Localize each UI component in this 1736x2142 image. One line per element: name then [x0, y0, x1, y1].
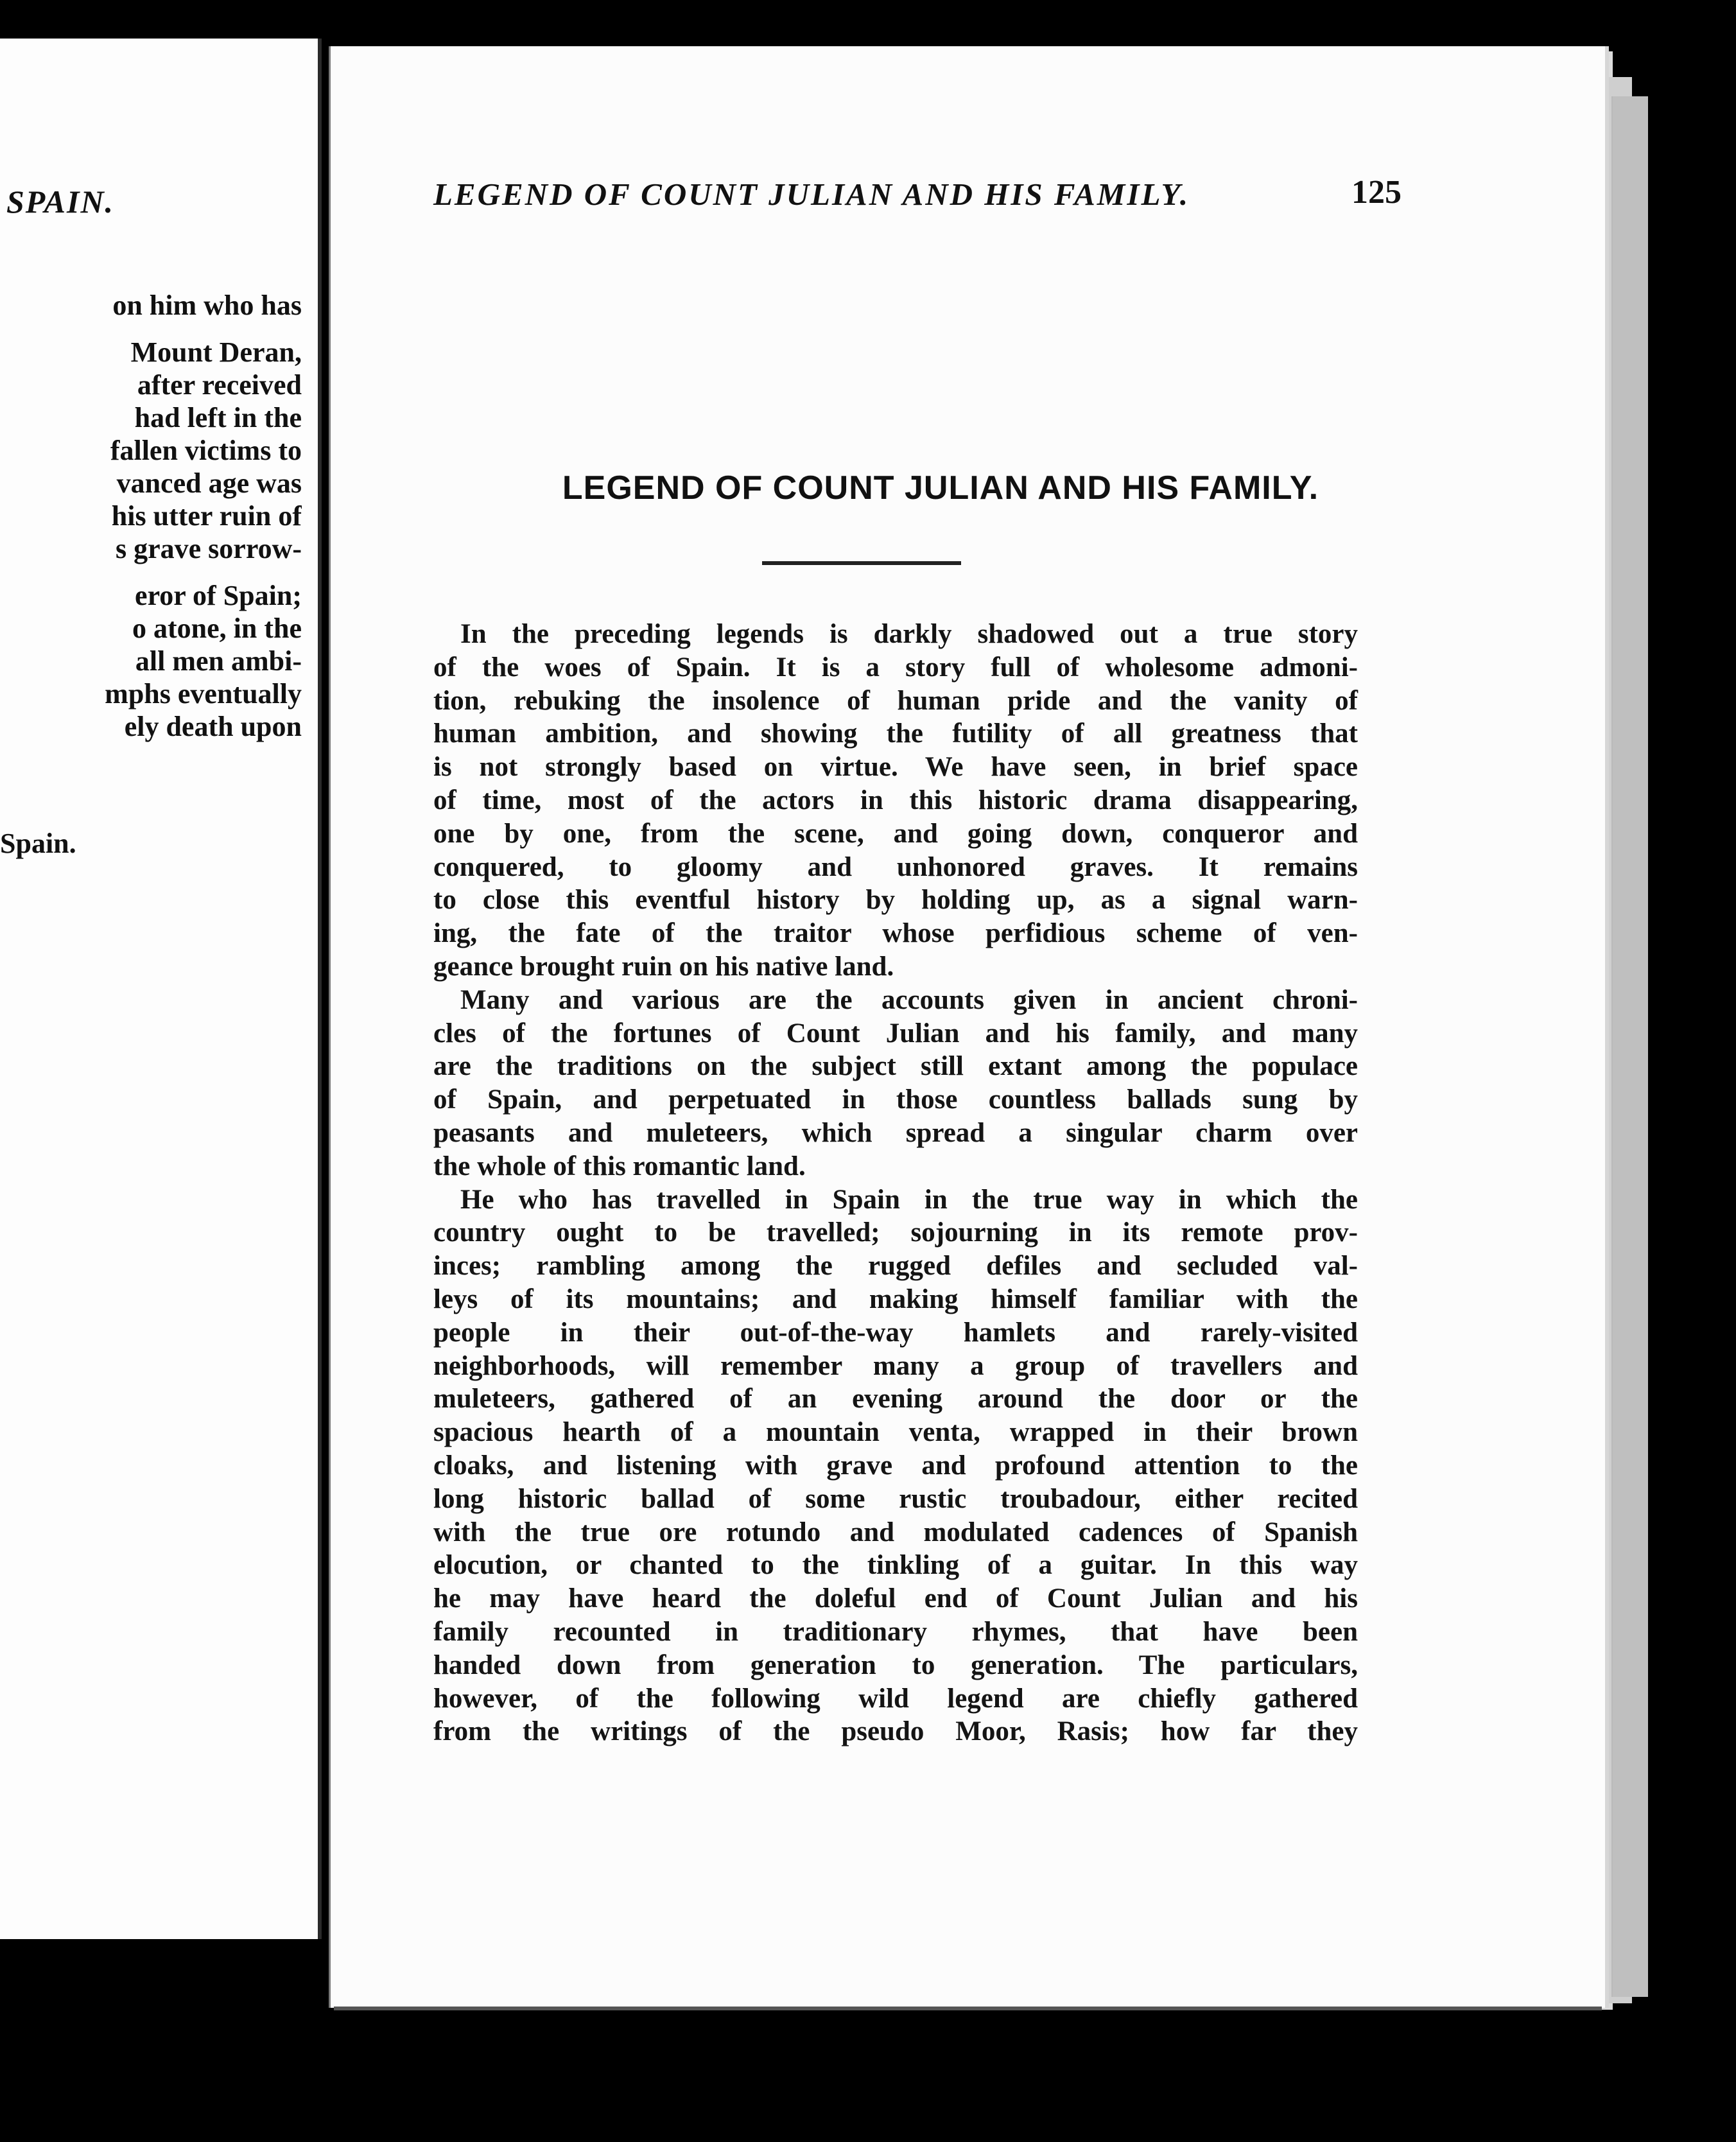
text-line: human ambition, and showing the futility of all greatness that	[433, 718, 1358, 749]
text-line: elocution, or chanted to the tinkling of a guitar. In this way	[433, 1550, 1358, 1581]
left-section-title: Spain.	[0, 828, 76, 859]
text-line: long historic ballad of some rustic troubadour, either recited	[433, 1483, 1358, 1514]
body-text	[433, 618, 1358, 1748]
text-line: to close this eventful history by holding up, as a signal warn-	[433, 885, 1358, 916]
left-running-header: SPAIN.	[6, 184, 115, 220]
text-line: of Spain, and perpetuated in those countless ballads sung by	[433, 1084, 1358, 1115]
text-line: of time, most of the actors in this historic drama disappearing,	[433, 785, 1358, 815]
left-text-line: s grave sorrow-	[116, 533, 302, 564]
text-line: spacious hearth of a mountain venta, wrapped in their brown	[433, 1417, 1358, 1448]
text-line: one by one, from the scene, and going down, conqueror and	[433, 818, 1358, 849]
left-page-text	[0, 289, 302, 743]
text-line: of the woes of Spain. It is a story full of wholesome admoni-	[433, 652, 1358, 683]
text-line: In the preceding legends is darkly shadowed out a true story	[460, 619, 1358, 649]
left-text-line: had left in the	[134, 402, 302, 433]
text-line: cles of the fortunes of Count Julian and his family, and many	[433, 1018, 1358, 1049]
text-line: are the traditions on the subject still extant among the populace	[433, 1051, 1358, 1082]
text-line: the whole of this romantic land.	[433, 1151, 806, 1181]
left-text-line: after received	[137, 369, 302, 401]
left-text-line: on him who has	[112, 290, 302, 321]
text-line: geance brought ruin on his native land.	[433, 951, 894, 982]
text-line: from the writings of the pseudo Moor, Rasis; how far they	[433, 1716, 1358, 1747]
running-header	[433, 176, 1605, 214]
text-line: peasants and muleteers, which spread a singular charm over	[433, 1117, 1358, 1148]
page-bottom-edge	[334, 2007, 1602, 2010]
text-line: tion, rebuking the insolence of human pride and the vanity of	[433, 685, 1358, 716]
text-line: family recounted in traditionary rhymes, that have been	[433, 1616, 1358, 1647]
left-facing-page	[0, 39, 322, 1939]
running-header-title: LEGEND OF COUNT JULIAN AND HIS FAMILY.	[433, 177, 1190, 212]
text-line: handed down from generation to generation. The particulars,	[433, 1650, 1358, 1680]
text-line: He who has travelled in Spain in the true way in which the	[460, 1184, 1358, 1215]
text-line: he may have heard the doleful end of Count Julian and his	[433, 1583, 1358, 1614]
left-text-line: ely death upon	[124, 711, 302, 742]
left-text-line: fallen victims to	[110, 435, 302, 466]
page-number: 125	[1351, 174, 1402, 211]
left-text-line: his utter ruin of	[111, 500, 302, 532]
text-line: however, of the following wild legend are chiefly gathered	[433, 1683, 1358, 1714]
left-text-line: eror of Spain;	[135, 580, 302, 611]
main-page	[329, 46, 1605, 2008]
left-text-line: mphs eventually	[105, 678, 302, 710]
text-line: leys of its mountains; and making himself familiar with the	[433, 1284, 1358, 1314]
chapter-title: LEGEND OF COUNT JULIAN AND HIS FAMILY.	[562, 469, 1319, 507]
text-line: is not strongly based on virtue. We have seen, in brief space	[433, 752, 1358, 783]
left-text-line: Mount Deran,	[130, 336, 302, 368]
text-line: cloaks, and listening with grave and profound attention to the	[433, 1450, 1358, 1481]
text-line: with the true ore rotundo and modulated cadences of Spanish	[433, 1517, 1358, 1547]
text-line: neighborhoods, will remember many a group of travellers and	[433, 1350, 1358, 1381]
text-line: Many and various are the accounts given in ancient chroni-	[460, 984, 1358, 1015]
text-line: ing, the fate of the traitor whose perfidious scheme of ven-	[433, 918, 1358, 949]
text-line: conquered, to gloomy and unhonored graves. It remains	[433, 851, 1358, 882]
text-line: country ought to be travelled; sojourning in its remote prov-	[433, 1217, 1358, 1248]
text-line: people in their out-of-the-way hamlets and rarely-visited	[433, 1317, 1358, 1348]
title-divider-rule	[762, 561, 961, 565]
text-line: inces; rambling among the rugged defiles and secluded val-	[433, 1251, 1358, 1282]
text-line: muleteers, gathered of an evening around the door or the	[433, 1384, 1358, 1415]
left-text-line: all men ambi-	[135, 645, 302, 677]
left-text-line: o atone, in the	[132, 613, 302, 644]
page-edge-leaf	[1611, 96, 1648, 1997]
left-text-line: vanced age was	[116, 467, 302, 499]
